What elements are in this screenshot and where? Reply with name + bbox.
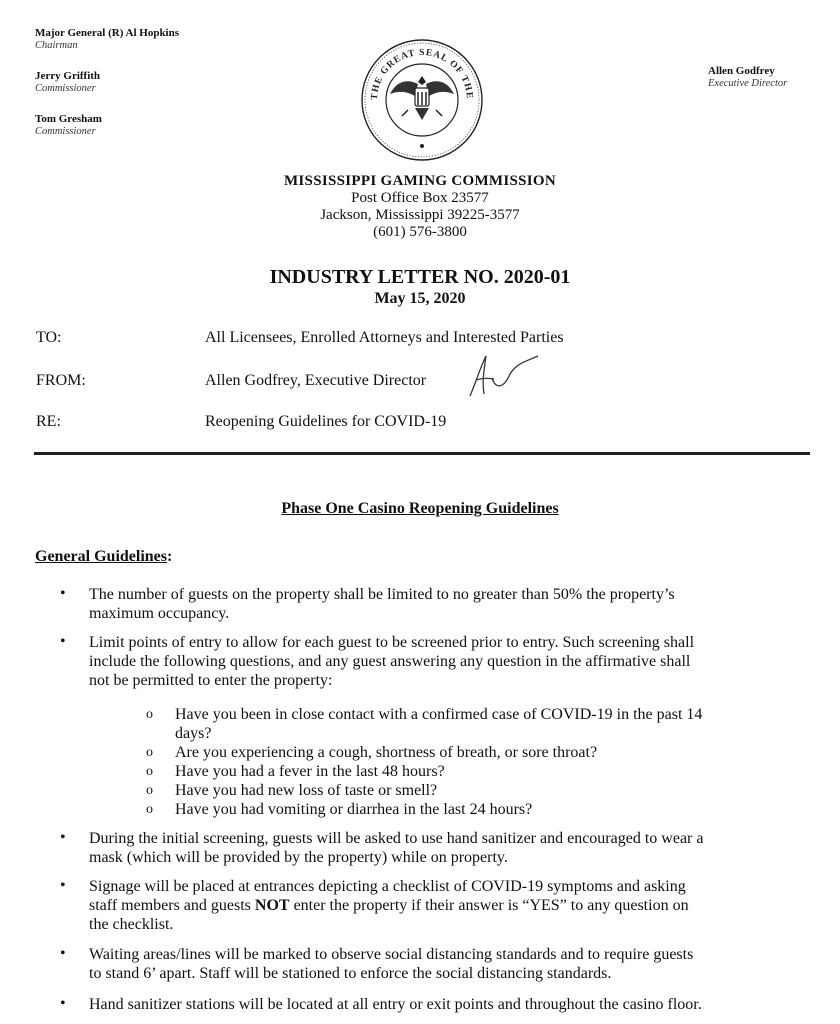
question-2-mark: o <box>146 745 153 760</box>
bullet-3-mark: • <box>60 829 66 846</box>
bullet-2-line-1: Limit points of entry to allow for each guest to be screened prior to entry. Such screening shall <box>89 634 695 651</box>
question-5-line: Have you had vomiting or diarrhea in the last 24 hours? <box>175 801 533 818</box>
section-title: Phase One Casino Reopening Guidelines <box>281 500 559 517</box>
memo-re-value: Reopening Guidelines for COVID-19 <box>205 413 447 430</box>
bullet-5-line-2: to stand 6’ apart. Staff will be stationed to enforce the social distancing standards. <box>89 965 612 982</box>
bullet-4-emphasis: NOT <box>254 897 290 914</box>
bullet-4-line-3: the checklist. <box>89 916 174 933</box>
commissioner-1-name: Jerry Griffith <box>35 70 101 82</box>
memo-re-label: RE: <box>36 413 61 430</box>
bullet-6-mark: • <box>60 995 66 1012</box>
question-5-mark: o <box>146 802 153 817</box>
bullet-1-mark: • <box>60 585 66 602</box>
executive-director-name: Allen Godfrey <box>708 65 775 77</box>
commissioner-2-title: Commissioner <box>35 126 96 137</box>
general-guidelines-heading <box>35 548 172 566</box>
horizontal-rule <box>34 452 810 455</box>
bullet-4-line-2-end: enter the property if their answer is “YES” to any question on <box>289 897 689 914</box>
question-2-line: Are you experiencing a cough, shortness of breath, or sore throat? <box>175 744 598 761</box>
memo-to-label: TO: <box>36 329 62 346</box>
bullet-4-line-2 <box>89 896 811 915</box>
executive-director-title: Executive Director <box>708 78 788 89</box>
chairman-title: Chairman <box>35 40 78 51</box>
address-phone: (601) 576-3800 <box>373 224 467 240</box>
bullet-5-mark: • <box>60 945 66 962</box>
letter-title: INDUSTRY LETTER NO. 2020-01 <box>269 266 571 288</box>
bullet-2-mark: • <box>60 633 66 650</box>
bullet-4-line-1: Signage will be placed at entrances depicting a checklist of COVID-19 symptoms and asking <box>89 878 686 895</box>
question-3-mark: o <box>146 764 153 779</box>
general-guidelines-heading-text: General Guidelines <box>35 548 167 565</box>
question-1-mark: o <box>146 707 153 722</box>
bullet-4-mark: • <box>60 877 66 894</box>
memo-from-label: FROM: <box>36 372 86 389</box>
general-guidelines-colon: : <box>167 548 173 565</box>
bullet-1-line-1: The number of guests on the property shall be limited to no greater than 50% the property’s <box>89 586 675 603</box>
state-seal-icon <box>360 38 484 162</box>
commissioner-1-title: Commissioner <box>35 83 96 94</box>
signature-icon <box>462 352 542 400</box>
bullet-1-line-2: maximum occupancy. <box>89 605 230 622</box>
bullet-3-line-1: During the initial screening, guests will be asked to use hand sanitizer and encouraged to wear a <box>89 830 704 847</box>
bullet-2-line-2: include the following questions, and any guest answering any question in the affirmative shall <box>89 653 691 670</box>
address-line-1: Post Office Box 23577 <box>351 190 489 206</box>
commissioner-2-name: Tom Gresham <box>35 113 102 125</box>
memo-to-value: All Licensees, Enrolled Attorneys and Interested Parties <box>205 329 564 346</box>
chairman-name: Major General (R) Al Hopkins <box>35 27 180 39</box>
bullet-2-line-3: not be permitted to enter the property: <box>89 672 333 689</box>
bullet-5-line-1: Waiting areas/lines will be marked to observe social distancing standards and to require guests <box>89 946 694 963</box>
address-line-2: Jackson, Mississippi 39225-3577 <box>320 207 520 223</box>
bullet-6-line-1: Hand sanitizer stations will be located at all entry or exit points and throughout the casino floor. <box>89 996 702 1013</box>
question-4-line: Have you had new loss of taste or smell? <box>175 782 438 799</box>
seal-text: THE GREAT SEAL OF THE <box>369 47 475 101</box>
memo-from-value: Allen Godfrey, Executive Director <box>205 372 427 389</box>
question-4-mark: o <box>146 783 153 798</box>
organization-name: MISSISSIPPI GAMING COMMISSION <box>283 173 557 189</box>
letter-date: May 15, 2020 <box>374 290 466 307</box>
bullet-4-line-2-start: staff members and guests <box>89 897 255 914</box>
question-1-line-2: days? <box>175 725 212 742</box>
bullet-3-line-2: mask (which will be provided by the property) while on property. <box>89 849 508 866</box>
question-3-line: Have you had a fever in the last 48 hours? <box>175 763 445 780</box>
question-1-line-1: Have you been in close contact with a confirmed case of COVID-19 in the past 14 <box>175 706 703 723</box>
